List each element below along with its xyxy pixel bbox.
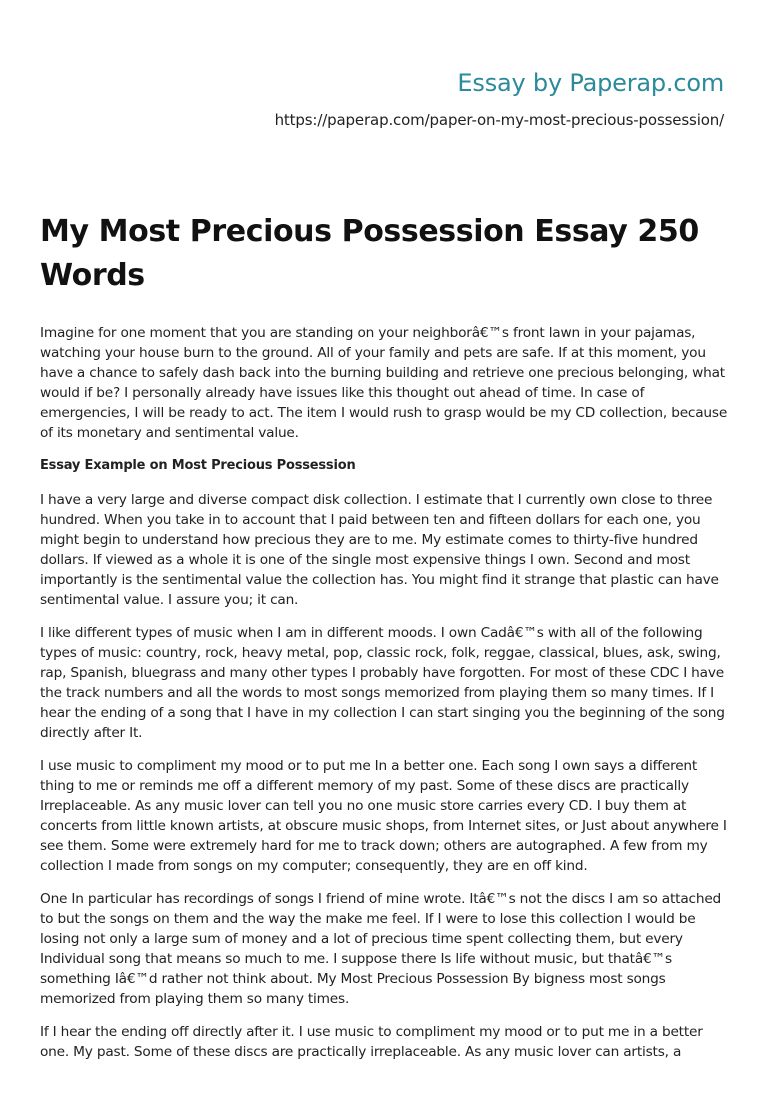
source-url[interactable]: https://paperap.com/paper-on-my-most-precious-possession/ bbox=[274, 111, 724, 129]
paragraph: I use music to compliment my mood or to put me In a better one. Each song I own says a different thing to me or reminds me off a different memory of my past. Some of these discs are practically Irreplaceable. As any music lover can tell you no one music store carries every CD. I buy them at concerts from little known artists, at obscure music shops, from Internet sites, or Just about anywhere I see them. Some were extremely hard for me to track down; others are autographed. A few from my collection I made from songs on my computer; consequently, they are en off kind. bbox=[40, 758, 727, 874]
paragraph: I like different types of music when I am in different moods. I own Cadâ€™s with all of the following types of music: country, rock, heavy metal, pop, classic rock, folk, reggae, classical, blues, ask, swing, rap, Spanish, bluegrass and many other types I probably have forgotten. For most of these CDC I have the track numbers and all the words to most songs memorized from playing them so many times. If I hear the ending of a song that I have in my collection I can start singing you the beginning of the song directly after It. bbox=[40, 625, 725, 741]
site-header bbox=[275, 66, 724, 129]
essay-body bbox=[40, 323, 730, 1075]
paragraph: One In particular has recordings of songs I friend of mine wrote. Itâ€™s not the discs I am so attached to but the songs on them and the way the make me feel. If I were to lose this collection I would be losing not only a large sum of money and a lot of precious time spent collecting them, but every Individual song that means so much to me. I suppose there Is life without music, but thatâ€™s something Iâ€™d rather not think about. My Most Precious Possession By bigness most songs memorized from playing them so many times. bbox=[40, 891, 722, 1007]
paragraph: I have a very large and diverse compact disk collection. I estimate that I currently own close to three hundred. When you take in to account that I paid between ten and fifteen dollars for each one, you might begin to understand how precious they are to me. My estimate comes to thirty-five hundred dollars. If viewed as a whole it is one of the single most expensive things I own. Second and most importantly is the sentimental value the collection has. You might find it strange that plastic can have sentimental value. I assure you; it can. bbox=[40, 492, 719, 608]
site-brand[interactable]: Essay by Paperap.com bbox=[457, 69, 724, 97]
paragraph: Imagine for one moment that you are standing on your neighborâ€™s front lawn in your pajamas, watching your house burn to the ground. All of your family and pets are safe. If at this moment, you have a chance to safely dash back into the burning building and retrieve one precious belonging, what would if be? I personally already have issues like this thought out ahead of time. In case of emergencies, I will be ready to act. The item I would rush to grasp would be my CD collection, because of its monetary and sentimental value. bbox=[40, 325, 728, 441]
paragraph: If I hear the ending off directly after it. I use music to compliment my mood or to put me in a better one. My past. Some of these discs are practically irreplaceable. As any music lover can artists, a bbox=[40, 1024, 703, 1060]
page-title: My Most Precious Possession Essay 250 Words bbox=[40, 214, 699, 293]
section-heading: Essay Example on Most Precious Possession bbox=[40, 458, 356, 473]
